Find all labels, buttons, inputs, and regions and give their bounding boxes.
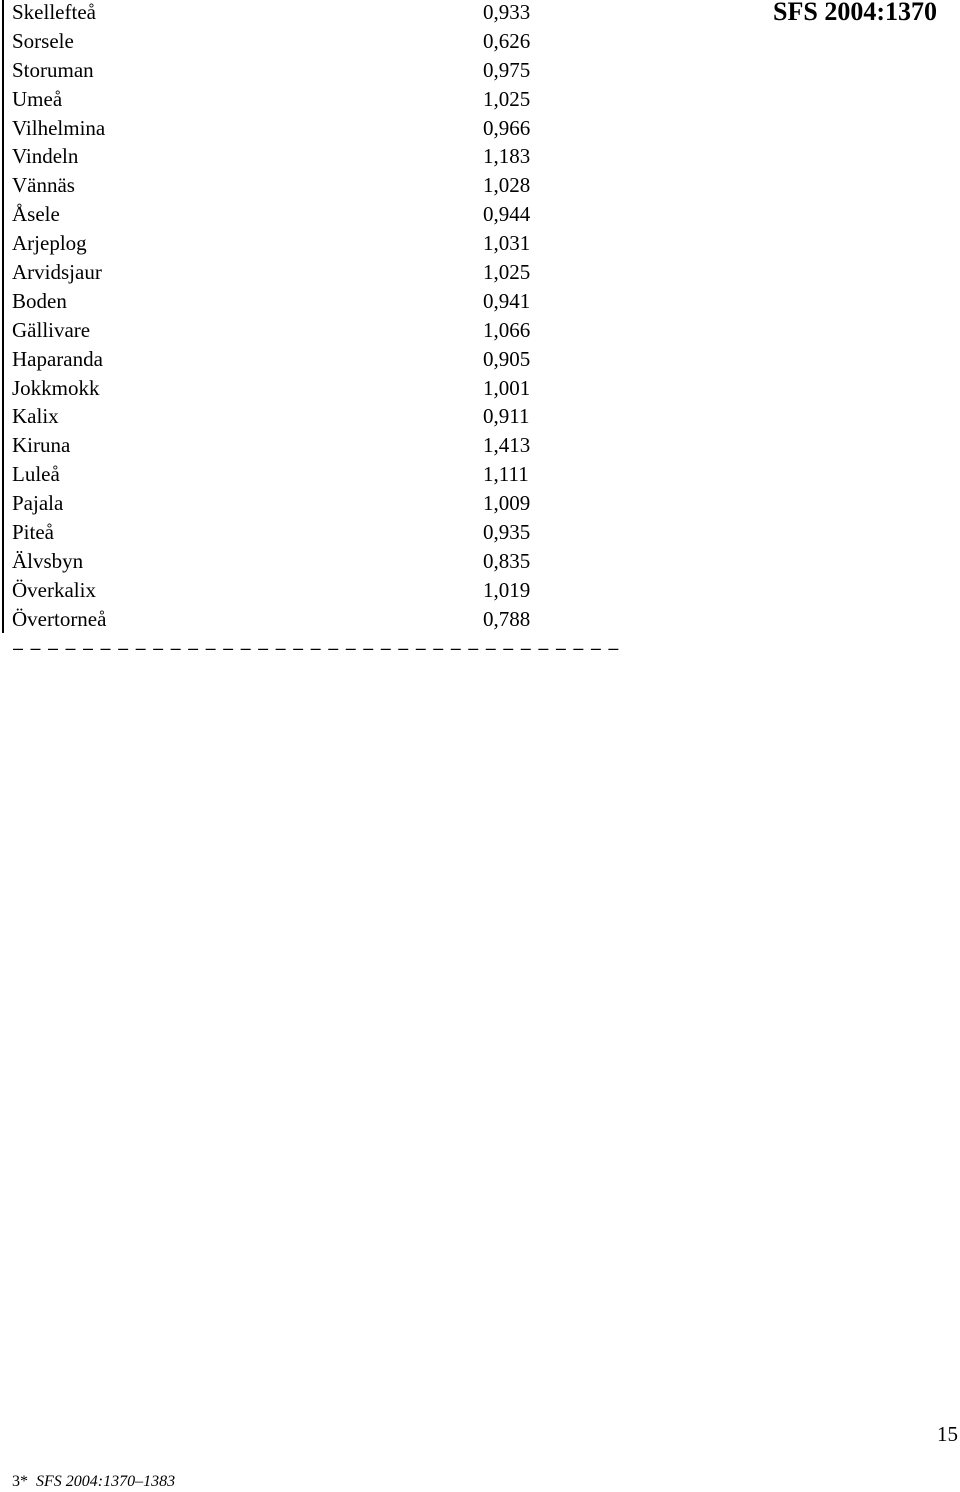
municipality-value: 0,933 bbox=[483, 0, 531, 24]
municipality-value: 1,001 bbox=[483, 375, 531, 400]
municipality-value: 1,028 bbox=[483, 173, 531, 198]
municipality-name: Älvsbyn bbox=[12, 548, 84, 573]
municipality-value: 1,019 bbox=[483, 577, 531, 602]
municipality-name: Övertorneå bbox=[12, 606, 107, 631]
municipality-value: 0,835 bbox=[483, 548, 531, 573]
municipality-name: Vännäs bbox=[12, 173, 75, 198]
municipality-name: Överkalix bbox=[12, 577, 96, 602]
municipality-table bbox=[12, 0, 542, 636]
change-bar bbox=[2, 0, 4, 633]
municipality-name: Piteå bbox=[12, 520, 54, 545]
municipality-name: Skellefteå bbox=[12, 0, 96, 24]
municipality-value: 0,941 bbox=[483, 288, 531, 313]
municipality-value: 1,025 bbox=[483, 86, 531, 111]
municipality-value: 1,025 bbox=[483, 260, 531, 285]
sfs-reference: SFS 2004:1370 bbox=[773, 0, 937, 26]
municipality-value: 0,975 bbox=[483, 57, 531, 82]
municipality-name: Vilhelmina bbox=[12, 115, 106, 140]
table-row bbox=[12, 462, 542, 491]
table-row bbox=[12, 0, 542, 29]
municipality-name: Pajala bbox=[12, 491, 64, 516]
municipality-name: Gällivare bbox=[12, 317, 91, 342]
municipality-value: 0,626 bbox=[483, 28, 531, 53]
table-row bbox=[12, 202, 542, 231]
table-row bbox=[12, 347, 542, 376]
municipality-value: 1,111 bbox=[483, 462, 529, 487]
table-row bbox=[12, 260, 542, 289]
table-row bbox=[12, 520, 542, 549]
table-row bbox=[12, 173, 542, 202]
table-row bbox=[12, 578, 542, 607]
municipality-name: Åsele bbox=[12, 202, 60, 227]
municipality-value: 0,905 bbox=[483, 346, 531, 371]
table-row bbox=[12, 87, 542, 116]
municipality-value: 1,066 bbox=[483, 317, 531, 342]
municipality-value: 0,966 bbox=[483, 115, 531, 140]
municipality-name: Luleå bbox=[12, 462, 60, 487]
municipality-name: Kiruna bbox=[12, 433, 71, 458]
page-footer bbox=[12, 1473, 175, 1491]
table-row bbox=[12, 318, 542, 347]
table-row bbox=[12, 231, 542, 260]
municipality-name: Jokkmokk bbox=[12, 375, 100, 400]
municipality-name: Haparanda bbox=[12, 346, 103, 371]
municipality-value: 1,009 bbox=[483, 491, 531, 516]
municipality-value: 0,911 bbox=[483, 404, 530, 429]
municipality-value: 1,183 bbox=[483, 144, 531, 169]
series-reference: SFS 2004:1370–1383 bbox=[36, 1473, 176, 1490]
page-number: 15 bbox=[937, 1422, 958, 1446]
table-row bbox=[12, 433, 542, 462]
municipality-name: Arvidsjaur bbox=[12, 260, 102, 285]
table-row bbox=[12, 549, 542, 578]
municipality-value: 0,788 bbox=[483, 606, 531, 631]
municipality-value: 0,935 bbox=[483, 520, 531, 545]
municipality-name: Storuman bbox=[12, 57, 94, 82]
municipality-name: Kalix bbox=[12, 404, 59, 429]
municipality-name: Vindeln bbox=[12, 144, 79, 169]
table-row bbox=[12, 289, 542, 318]
table-row bbox=[12, 376, 542, 405]
table-row bbox=[12, 491, 542, 520]
section-separator: ––––––––––––––––––––––––––––––––––– bbox=[13, 640, 626, 656]
table-row bbox=[12, 404, 542, 433]
municipality-name: Boden bbox=[12, 288, 67, 313]
table-row bbox=[12, 58, 542, 87]
table-row bbox=[12, 116, 542, 145]
municipality-value: 0,944 bbox=[483, 202, 531, 227]
municipality-name: Sorsele bbox=[12, 28, 74, 53]
municipality-value: 1,031 bbox=[483, 231, 531, 256]
municipality-name: Umeå bbox=[12, 86, 63, 111]
municipality-name: Arjeplog bbox=[12, 231, 87, 256]
sheet-mark: 3* bbox=[12, 1473, 28, 1490]
table-row bbox=[12, 144, 542, 173]
table-row bbox=[12, 29, 542, 58]
municipality-value: 1,413 bbox=[483, 433, 531, 458]
table-row bbox=[12, 607, 542, 636]
